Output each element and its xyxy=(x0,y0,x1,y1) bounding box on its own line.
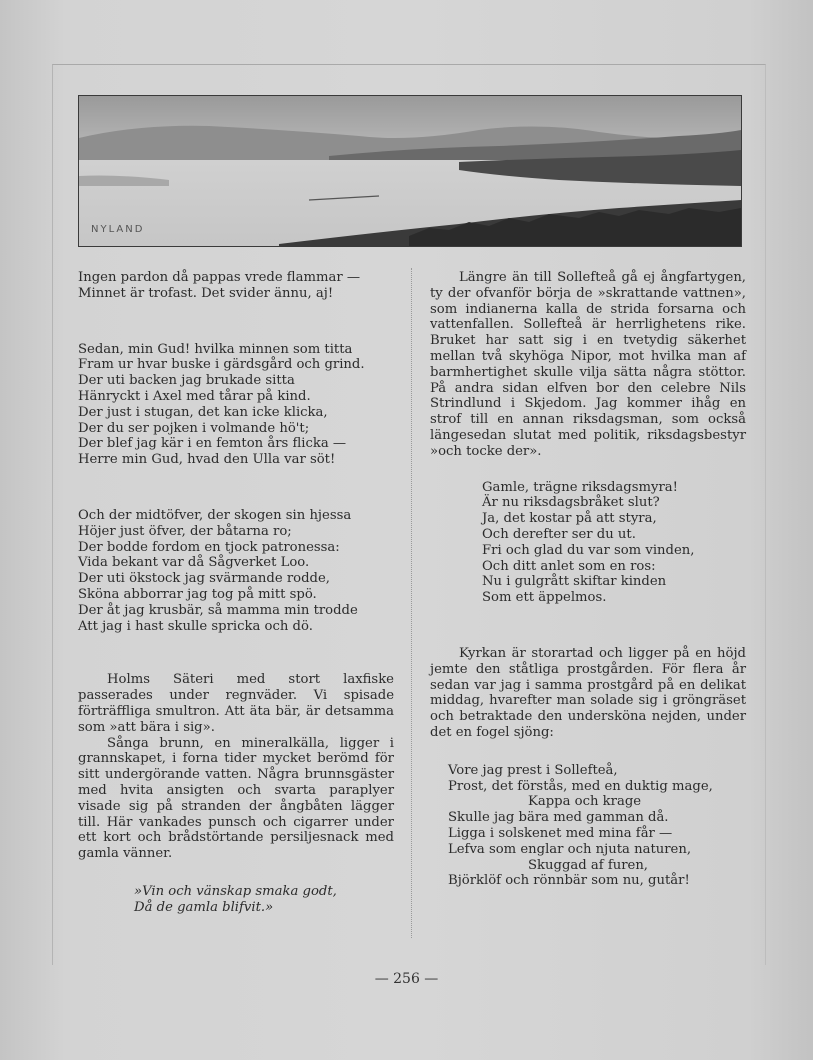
prose-paragraph: Längre än till Sollefteå gå ej ångfartygen, ty der ofvanför börja de »skrattande vattnen», som indianerna kalla de strida forsarna och vattenfallen. Sollefteå är herrlighetens rike. Bruket har satt sig i en tvetydig säkerhet mellan två skyhöga Nipor, mot hvilka man af barmhertighet skulle vilja sätta några stöttor. På andra sidan elfven bor den celebre Nils Strindlund i Skjedom. Jag kommer ihåg en strof till en annan riksdagsman, som också längesedan slutat med politik, riksdagsbestyr »och tocke der». xyxy=(430,270,746,459)
verse-line: Och derefter ser du ut. xyxy=(482,526,636,542)
poem-riksdagsmyra xyxy=(482,480,746,606)
poem-stanza-3 xyxy=(78,508,394,634)
verse-line: Hänryckt i Axel med tårar på kind. xyxy=(78,388,311,404)
closing-quote xyxy=(134,884,394,916)
verse-line: Nu i gulgrått skiftar kinden xyxy=(482,574,667,590)
verse-line: Der blef jag kär i en femton års flicka — xyxy=(78,436,347,452)
verse-line: Fram ur hvar buske i gärdsgård och grind. xyxy=(78,357,365,373)
verse-line: Sedan, min Gud! hvilka minnen som titta xyxy=(78,341,353,357)
verse-line: Att jag i hast skulle spricka och dö. xyxy=(78,618,313,634)
column-divider xyxy=(411,268,412,938)
verse-line: Fri och glad du var som vinden, xyxy=(482,542,695,558)
poem-sollefted xyxy=(448,763,746,889)
verse-line: Björklöf och rönnbär som nu, gutår! xyxy=(448,873,690,889)
poem-stanza-1 xyxy=(78,270,394,302)
verse-line: Vida bekant var då Sågverket Loo. xyxy=(78,555,310,571)
prose-paragraph: Kyrkan är storartad och ligger på en höjd jemte den ståtliga prostgården. För flera år sedan var jag i samma prostgård på en delikat middag, hvarefter man solade sig i gröngräset och betraktade den undersköna nejden, under det en fogel sjöng: xyxy=(430,645,746,740)
verse-line: Ja, det kostar på att styra, xyxy=(482,511,657,527)
verse-line: Der du ser pojken i volmande hö't; xyxy=(78,420,310,436)
quote-line: »Vin och vänskap smaka godt, xyxy=(134,883,337,899)
quote-line: Då de gamla blifvit.» xyxy=(134,899,274,915)
verse-line: Gamle, trägne riksdagsmyra! xyxy=(482,479,678,495)
illustration-caption: NYLAND xyxy=(91,224,145,235)
page-number: — 256 — xyxy=(374,971,439,987)
verse-line: Der åt jag krusbär, så mamma min trodde xyxy=(78,602,358,618)
landscape-illustration xyxy=(78,95,742,247)
verse-line: Der uti ökstock jag svärmande rodde, xyxy=(78,571,330,587)
verse-line: Och ditt anlet som en ros: xyxy=(482,558,656,574)
verse-line: Der bodde fordom en tjock patronessa: xyxy=(78,539,340,555)
verse-line: Kappa och krage xyxy=(528,794,642,810)
verse-line: Skuggad af furen, xyxy=(528,857,649,873)
verse-line: Minnet är trofast. Det svider ännu, aj! xyxy=(78,285,334,301)
verse-line: Prost, det förstås, med en duktig mage, xyxy=(448,778,713,794)
prose-paragraph: Sånga brunn, en mineralkälla, ligger i grannskapet, i forna tider mycket berömd för sitt undergörande vatten. Några brunnsgäster med hvita ansigten och svarta paraplyer visade sig på stranden der ångbåten lägger till. Här vankades punsch och cigarrer under ett kort och brådstörtande persiljesnack med gamla vänner. xyxy=(78,735,394,862)
verse-line: Herre min Gud, hvad den Ulla var söt! xyxy=(78,452,336,468)
prose-paragraph: Holms Säteri med stort laxfiske passerades under regnväder. Vi spisade förträffliga smultron. Att äta bär, är detsamma som »att bära i sig». xyxy=(78,672,394,735)
verse-line: Är nu riksdagsbråket slut? xyxy=(482,495,660,511)
verse-line: Höjer just öfver, der båtarna ro; xyxy=(78,523,292,539)
verse-line: Och der midtöfver, der skogen sin hjessa xyxy=(78,507,352,523)
verse-line: Som ett äppelmos. xyxy=(482,590,607,606)
verse-line: Vore jag prest i Sollefteå, xyxy=(448,762,618,778)
verse-line: Ligga i solskenet med mina får — xyxy=(448,825,673,841)
verse-line: Der just i stugan, det kan icke klicka, xyxy=(78,404,328,420)
landscape-drawing xyxy=(79,96,741,246)
poem-stanza-2 xyxy=(78,342,394,468)
verse-line: Sköna abborrar jag tog på mitt spö. xyxy=(78,586,317,602)
verse-line: Lefva som englar och njuta naturen, xyxy=(448,841,692,857)
right-column xyxy=(430,270,746,907)
verse-line: Skulle jag bära med gamman då. xyxy=(448,810,669,826)
verse-line: Ingen pardon då pappas vrede flammar — xyxy=(78,270,361,285)
left-column xyxy=(78,270,394,916)
verse-line: Der uti backen jag brukade sitta xyxy=(78,373,295,389)
